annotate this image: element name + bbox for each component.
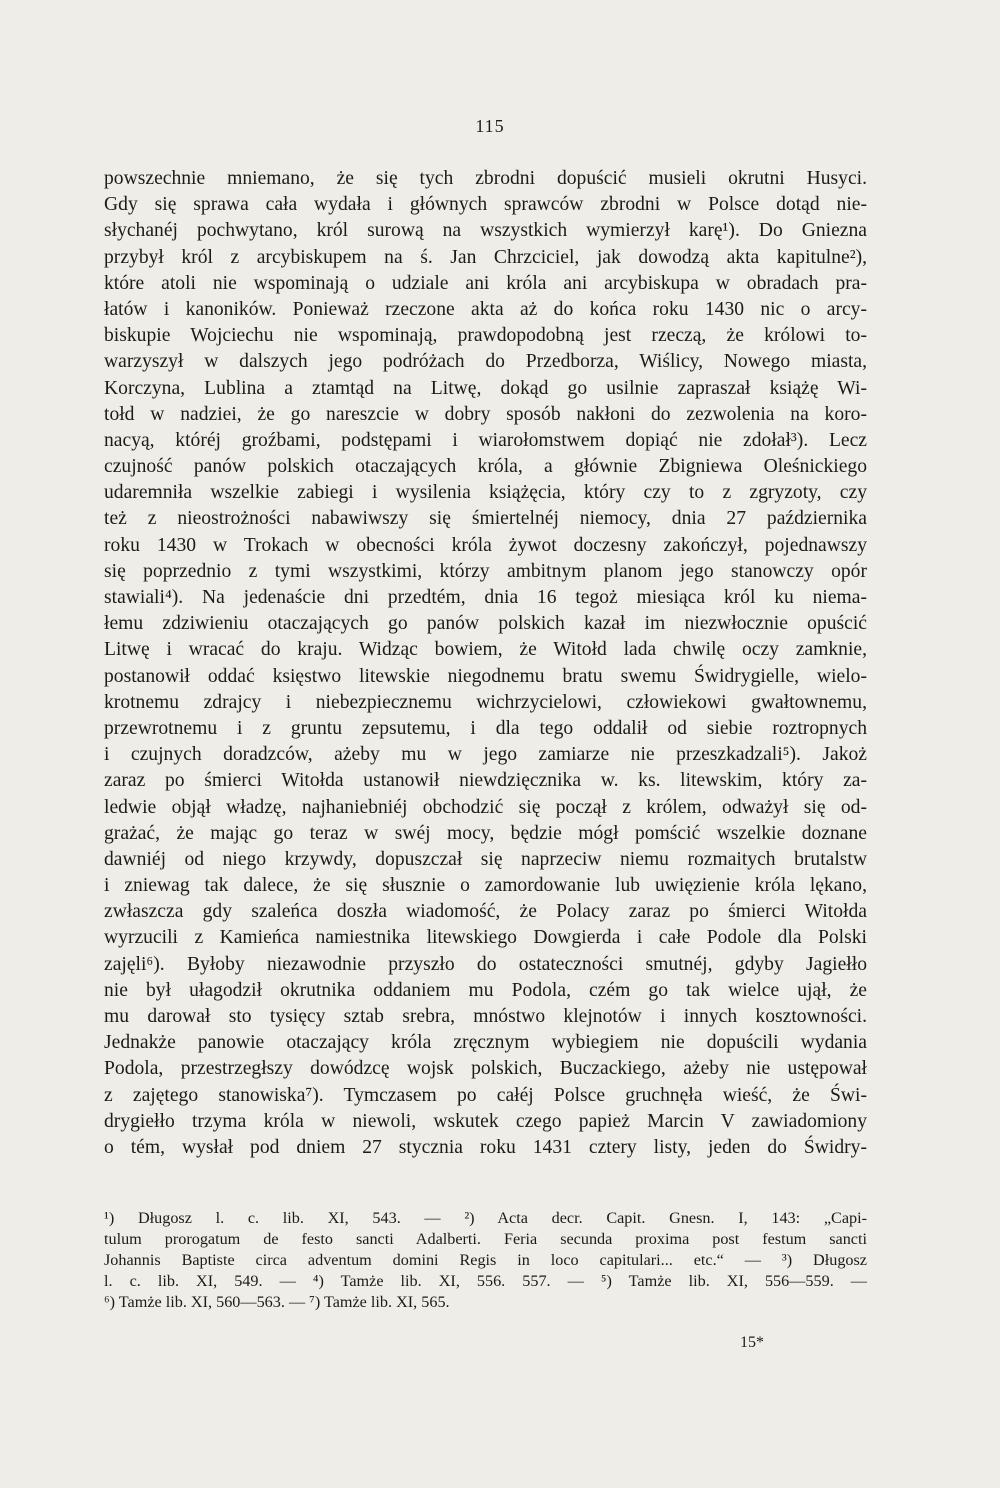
text-line: warzyszył w dalszych jego podróżach do Przedborza, Wiślicy, Nowego miasta, xyxy=(104,351,867,373)
text-line: grażać, że mając go teraz w swéj mocy, będzie mógł pomścić wszelkie doznane xyxy=(104,822,867,844)
text-line: zwłaszcza gdy szaleńca doszła wiadomość, że Polacy zaraz po śmierci Witołda xyxy=(104,901,867,923)
text-line: Podola, przestrzegłszy dowódzcę wojsk polskich, Buczackiego, ażeby nie ustępował xyxy=(104,1058,867,1080)
text-line: nacyą, któréj groźbami, podstępami i wiarołomstwem dopiąć nie zdołał³). Lecz xyxy=(104,429,867,451)
text-line: i czujnych doradzców, ażeby mu w jego zamiarze nie przeszkadzali⁵). Jakoż xyxy=(104,744,867,766)
text-line: biskupie Wojciechu nie wspominają, prawdopodobną jest rzeczą, że królowi to- xyxy=(104,325,867,347)
body-text xyxy=(104,166,867,1161)
footnote-line: ⁶) Tamże lib. XI, 560—563. — ⁷) Tamże lib. XI, 565. xyxy=(104,1293,450,1311)
signature-mark: 15* xyxy=(740,1334,764,1351)
text-line: krotnemu zdrajcy i niebezpiecznemu wichrzycielowi, człowiekowi gwałtownemu, xyxy=(104,691,867,713)
text-line: przybył król z arcybiskupem na ś. Jan Chrzciciel, jak dowodzą akta kapitulne²), xyxy=(104,246,867,268)
text-line: wyrzucili z Kamieńca namiestnika litewskiego Dowgierda i całe Podole dla Polski xyxy=(104,927,867,949)
text-line: stawiali⁴). Na jedenaście dni przedtém, dnia 16 tegoż miesiąca król ku niema- xyxy=(104,587,867,608)
text-line: Korczyna, Lublina a ztamtąd na Litwę, dokąd go usilnie zapraszał książę Wi- xyxy=(104,377,867,399)
text-line: o tém, wysłał pod dniem 27 stycznia roku 1431 cztery listy, jeden do Świdry- xyxy=(104,1136,867,1158)
footnotes xyxy=(104,1208,867,1313)
text-line: drygiełło trzyma króla w niewoli, wskutek czego papież Marcin V zawiadomiony xyxy=(104,1110,867,1132)
text-line: Jednakże panowie otaczający króla zręcznym wybiegiem nie dopuścili wydania xyxy=(104,1032,867,1054)
text-line: dawniéj od niego krzywdy, dopuszczał się naprzeciw niemu rozmaitych brutalstw xyxy=(104,848,867,870)
text-line: Gdy się sprawa cała wydała i głównych sprawców zbrodni w Polsce dotąd nie- xyxy=(104,194,867,216)
text-line: się poprzednio z tymi wszystkimi, którzy ambitnym planom jego stanowczy opór xyxy=(104,560,867,582)
text-line: udaremniła wszelkie zabiegi i wysilenia książęcia, który czy to z zgryzoty, czy xyxy=(104,482,867,504)
text-line: powszechnie mniemano, że się tych zbrodni dopuścić musieli okrutni Husyci. xyxy=(104,168,867,189)
text-line: słychanéj pochwytano, król surową na wszystkich wymierzył karę¹). Do Gniezna xyxy=(104,220,867,242)
text-line: które atoli nie wspominają o udziale ani króla ani arcybiskupa w obradach pra- xyxy=(104,272,867,294)
text-line: zaraz po śmierci Witołda ustanowił niewdzięcznika w. ks. litewskim, który za- xyxy=(104,770,867,792)
text-line: łatów i kanoników. Ponieważ rzeczone akta aż do końca roku 1430 nic o arcy- xyxy=(104,298,867,320)
text-line: mu darował sto tysięcy sztab srebra, mnóstwo klejnotów i innych kosztowności. xyxy=(104,1006,867,1027)
text-line: ledwie objął władzę, najhaniebniéj obchodzić się począł z królem, odważył się od- xyxy=(104,796,867,818)
text-line: czujność panów polskich otaczających króla, a głównie Zbigniewa Oleśnickiego xyxy=(104,456,867,478)
footnote-line: Johannis Baptiste circa adventum domini Regis in loco capitulari... etc.“ — ³) Długosz xyxy=(104,1251,867,1269)
text-line: też z nieostrożności nabawiwszy się śmiertelnéj niemocy, dnia 27 październik​a xyxy=(104,508,867,530)
text-line: nie był ułagodził okrutnika oddaniem mu Podola, czém go tak wielce ujął, że xyxy=(104,979,867,1001)
text-line: Litwę i wracać do kraju. Widząc bowiem, że Witołd lada chwilę oczy zamknie, xyxy=(104,639,867,661)
text-line: roku 1430 w Trokach w obecności króla żywot doczesny zakończył, pojednawszy xyxy=(104,534,867,556)
footnote-line: tulum prorogatum de festo sancti Adalberti. Feria secunda proxima post festum sancti xyxy=(104,1230,867,1248)
footnote-line: ¹) Długosz l. c. lib. XI, 543. — ²) Acta decr. Capit. Gnesn. I, 143: „Capi- xyxy=(104,1209,867,1227)
text-line: tołd w nadziei, że go nareszcie w dobry sposób nakłoni do zezwolenia na koro- xyxy=(104,403,867,425)
text-line: z zajętego stanowiska⁷). Tymczasem po całéj Polsce gruchnęła wieść, że Świ- xyxy=(104,1084,867,1106)
text-line: łemu zdziwieniu otaczających go panów polskich kazał im niezwłocznie opuścić xyxy=(104,613,867,635)
footnote-line: l. c. lib. XI, 549. — ⁴) Tamże lib. XI, 556. 557. — ⁵) Tamże lib. XI, 556—559. — xyxy=(104,1272,867,1290)
text-line: przewrotnemu i z gruntu zepsutemu, i dla tego oddalił od siebie roztropnych xyxy=(104,717,867,739)
page-number: 115 xyxy=(475,116,505,136)
text-line: zajęli⁶). Byłoby niezawodnie przyszło do ostateczności smutnéj, gdyby Jagiełło xyxy=(104,953,867,975)
text-line: postanowił oddać księstwo litewskie niegodnemu bratu swemu Świdrygielle, wielo- xyxy=(104,665,867,687)
text-line: i zniewag tak dalece, że się słusznie o zamordowanie lub uwięzienie króla lękano, xyxy=(104,875,867,897)
